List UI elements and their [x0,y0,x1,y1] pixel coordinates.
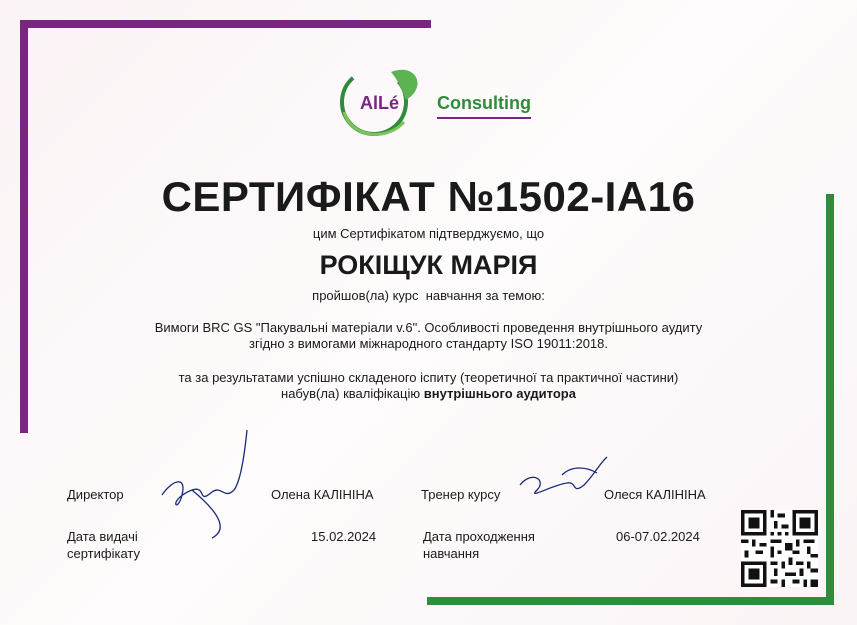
result-line-1: та за результатами успішно складеного іспиту (теоретичної та практичної частини) [178,370,679,385]
certificate-title: СЕРТИФІКАТ №1502-IA16 [161,173,696,220]
training-date-label [423,528,535,562]
director-signature [152,420,262,545]
trainer-signature [512,455,612,505]
trainer-name: Олеся КАЛІНІНА [604,487,706,502]
logo-underline [437,117,531,119]
issue-date-label-2: сертифікату [67,546,140,561]
qr-code-icon [741,510,818,587]
director-name: Олена КАЛІНІНА [271,487,374,502]
topic-line-1: Вимоги BRC GS "Пакувальні матеріали v.6". Особливості проведення внутрішнього аудиту [154,320,703,335]
training-date-label-2: навчання [423,546,480,561]
result-prefix: набув(ла) кваліфікацію [281,386,424,401]
purple-frame-top [20,20,431,28]
topic-line-2: згідно з вимогами міжнародного стандарту ISO 19011:2018. [248,336,609,351]
logo-consulting: Consulting [437,93,531,113]
result-line-2 [100,386,757,402]
trainer-label: Тренер курсу [421,487,501,502]
exam-result [100,370,757,402]
training-date: 06-07.02.2024 [616,529,700,544]
course-intro: пройшов(ла) курс навчання за темою: [312,288,545,303]
recipient-name: РОКІЩУК МАРІЯ [319,250,538,280]
issue-date-label [67,528,140,562]
issue-date: 15.02.2024 [311,529,377,544]
course-topic [100,320,757,352]
logo-brand: AlLé [360,93,400,113]
issue-date-label-1: Дата видачі [67,529,138,544]
certificate-subtitle: цим Сертифікатом підтверджуємо, що [312,226,545,241]
director-label: Директор [67,487,124,502]
green-frame-bottom [427,597,834,605]
qualification: внутрішнього аудитора [423,386,576,401]
training-date-label-1: Дата проходження [423,529,535,544]
